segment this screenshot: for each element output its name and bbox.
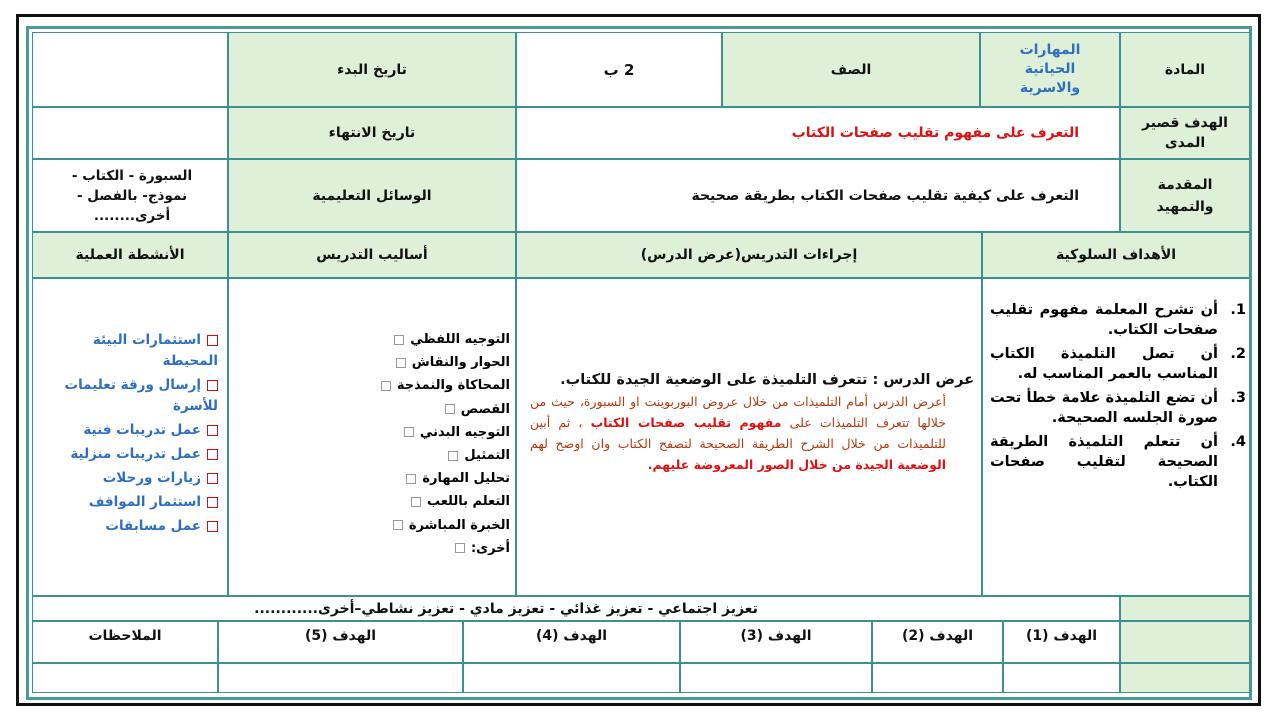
reinforcement-label-cell: [1120, 596, 1250, 621]
method-option[interactable]: المحاكاة والنمذجة: [380, 374, 510, 397]
eval-goal-3-value[interactable]: [680, 663, 872, 693]
activities-list: [46, 330, 218, 537]
objectives-header: الأهداف السلوكية: [982, 232, 1250, 278]
eval-notes-value[interactable]: [32, 663, 218, 693]
intro-label: المقدمة والتمهيد: [1120, 159, 1250, 232]
start-date-value[interactable]: [32, 32, 228, 107]
method-option[interactable]: الحوار والنقاش: [380, 351, 510, 374]
subject-value: المهارات الحياتية والاسرية: [980, 32, 1120, 107]
activity-option[interactable]: عمل تدريبات فنية: [46, 420, 218, 441]
methods-list: [380, 328, 510, 560]
grade-value: 2 ب: [516, 32, 722, 107]
objective-item: 1. أن تشرح المعلمة مفهوم تقليب صفحات الكتاب.: [990, 302, 1246, 338]
eval-goal-4-value[interactable]: [463, 663, 680, 693]
eval-goal-5: الهدف (5): [218, 621, 463, 663]
procedures-header: إجراءات التدريس(عرض الدرس): [516, 232, 982, 278]
end-date-value[interactable]: [32, 107, 228, 159]
method-option[interactable]: التمثيل: [380, 444, 510, 467]
activity-option[interactable]: عمل مسابقات: [46, 516, 218, 537]
eval-row-label: [1120, 663, 1250, 693]
procedure-text: [530, 370, 974, 475]
eval-goal-5-value[interactable]: [218, 663, 463, 693]
method-option[interactable]: التوجيه البدني: [380, 421, 510, 444]
procedure-heading: عرض الدرس : تتعرف التلميذة على الوضعية الجيدة للكتاب.: [560, 372, 974, 388]
objective-item: 4. أن تتعلم التلميذة الطريقة الصحيحة لتقليب صفحات الكتاب.: [990, 434, 1246, 490]
eval-goal-1-value[interactable]: [1003, 663, 1120, 693]
eval-goal-4: الهدف (4): [463, 621, 680, 663]
media-label: الوسائل التعليمية: [228, 159, 516, 232]
procedure-body: أعرض الدرس أمام التلميذات من خلال عروض البوربوينت او السبورة، حيث من خلالها تتعرف التلميذات على مفهوم تقليب صفحات الكتاب ، ثم أبين للتلميذات من خلال الشرح الطريقة الصحيحة لتصفح الكتاب وان اوضح لهم الوضعية الجيدة من خلال الصور المعروضة عليهم.: [530, 394, 946, 472]
eval-goal-2: الهدف (2): [872, 621, 1003, 663]
objectives-list: [990, 300, 1246, 492]
grade-label: الصف: [722, 32, 980, 107]
subject-label: المادة: [1120, 32, 1250, 107]
reinforcement-text: تعزيز اجتماعي - تعزيز غذائي - تعزيز مادي - تعزيز نشاطي–أخرى............: [32, 596, 1120, 621]
method-option[interactable]: القصص: [380, 398, 510, 421]
method-option[interactable]: التوجيه اللفظي: [380, 328, 510, 351]
eval-goal-3: الهدف (3): [680, 621, 872, 663]
activity-option[interactable]: زيارات ورحلات: [46, 468, 218, 489]
activity-option[interactable]: إرسال ورقة تعليمات للأسرة: [64, 377, 218, 414]
eval-goal-2-value[interactable]: [872, 663, 1003, 693]
goal-value: التعرف على مفهوم تقليب صفحات الكتاب: [516, 107, 1120, 159]
end-date-label: تاريخ الانتهاء: [228, 107, 516, 159]
method-option[interactable]: الخبرة المباشرة: [380, 514, 510, 537]
intro-value: التعرف على كيفية تقليب صفحات الكتاب بطريقة صحيحة: [516, 159, 1120, 232]
eval-label-cell: [1120, 621, 1250, 663]
method-option[interactable]: تحليل المهارة: [380, 467, 510, 490]
eval-goal-1: الهدف (1): [1003, 621, 1120, 663]
objective-item: 2. أن تصل التلميذة الكتاب المناسب بالعمر المناسب له.: [990, 346, 1246, 382]
start-date-label: تاريخ البدء: [228, 32, 516, 107]
media-value: السبورة - الكتاب - نموذج- بالفصل - أخرى........: [32, 159, 228, 232]
goal-label: الهدف قصير المدى: [1120, 107, 1250, 159]
activities-header: الأنشطة العملية: [32, 232, 228, 278]
activity-option[interactable]: استثمار المواقف: [46, 492, 218, 513]
activity-option[interactable]: استثمارات البيئة المحيطة: [92, 332, 218, 369]
method-option[interactable]: التعلم باللعب: [380, 490, 510, 513]
activity-option[interactable]: عمل تدريبات منزلية: [46, 444, 218, 465]
eval-notes: الملاحظات: [32, 621, 218, 663]
methods-header: أساليب التدريس: [228, 232, 516, 278]
objective-item: 3. أن تضع التلميذة علامة خطأ تحت صورة الجلسه الصحيحة.: [990, 390, 1246, 426]
method-option[interactable]: أخرى:: [380, 537, 510, 560]
